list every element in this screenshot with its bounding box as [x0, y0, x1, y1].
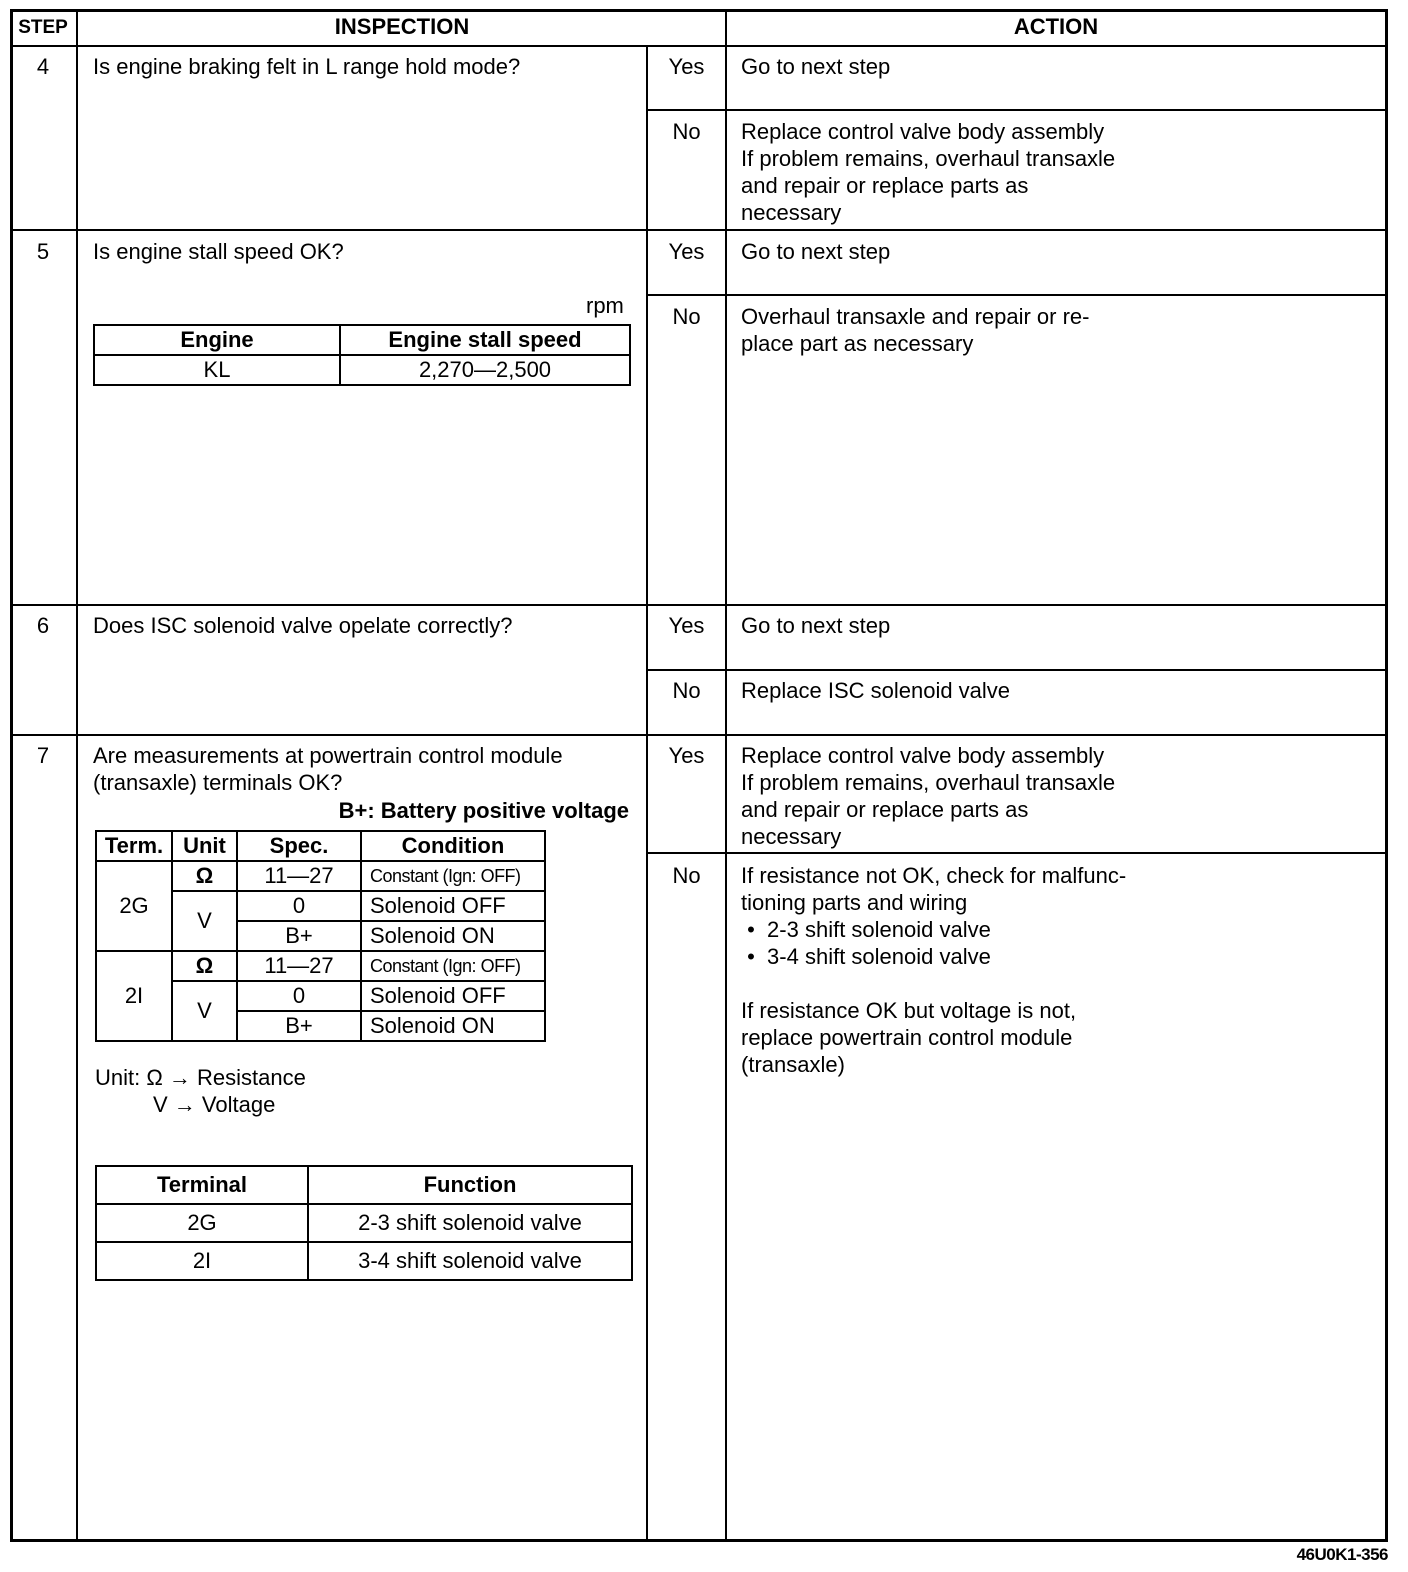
spec-cell: B+ — [237, 921, 361, 951]
table-header: Unit — [172, 831, 237, 861]
step-number: 5 — [36, 239, 50, 264]
action-line: place part as necessary — [741, 331, 974, 356]
action-line: Replace control valve body assembly — [741, 119, 1105, 144]
stall-speed-table — [93, 324, 631, 386]
yesno-divider — [646, 109, 1388, 111]
condition-cell: Constant (Ign: OFF) — [361, 861, 545, 891]
terminal-function-table — [95, 1165, 633, 1281]
legend-line: Unit: Ω → Resistance — [95, 1065, 306, 1090]
yes-action: Go to next step — [741, 239, 891, 264]
action-line: Replace control valve body assembly — [741, 743, 1105, 768]
bullet-text: 3-4 shift solenoid valve — [767, 944, 991, 969]
terminal-cell: 2G — [96, 861, 172, 951]
spec-cell: 11—27 — [237, 951, 361, 981]
table-cell: 2,270—2,500 — [340, 355, 630, 385]
action-line: If resistance OK but voltage is not, — [741, 998, 1077, 1023]
no-action — [741, 118, 1115, 226]
unit-cell: Ω — [172, 861, 237, 891]
header-inspection: INSPECTION — [334, 14, 470, 39]
inspection-question: Is engine braking felt in L range hold mode? — [93, 54, 521, 79]
yesno-divider — [646, 669, 1388, 671]
action-line: and repair or replace parts as — [741, 173, 1029, 198]
condition-cell: Solenoid ON — [361, 1011, 545, 1041]
inspection-question: Does ISC solenoid valve opelate correctly? — [93, 613, 513, 638]
condition-cell: Constant (Ign: OFF) — [361, 951, 545, 981]
no-action: Replace ISC solenoid valve — [741, 678, 1011, 703]
unit-label: rpm — [586, 293, 624, 318]
yes-label: Yes — [668, 239, 705, 264]
table-header: Engine — [94, 325, 340, 355]
condition-cell: Solenoid OFF — [361, 981, 545, 1011]
action-line: tioning parts and wiring — [741, 890, 968, 915]
table-cell: 2G — [96, 1204, 308, 1242]
yes-label: Yes — [668, 743, 705, 768]
action-line: and repair or replace parts as — [741, 797, 1029, 822]
table-header: Engine stall speed — [340, 325, 630, 355]
question-line: (transaxle) terminals OK? — [93, 770, 343, 795]
bullet-item — [741, 916, 1126, 943]
spec-cell: 11—27 — [237, 861, 361, 891]
table-border-top — [10, 9, 1388, 12]
measurement-table — [95, 830, 546, 1042]
bullet-item — [741, 943, 1126, 970]
action-line: (transaxle) — [741, 1052, 845, 1077]
col-divider-yesno — [646, 46, 648, 1542]
inspection-question — [93, 742, 563, 796]
no-action — [741, 862, 1126, 1078]
unit-cell: V — [172, 981, 237, 1041]
bullet-text: 2-3 shift solenoid valve — [767, 917, 991, 942]
yes-action — [741, 742, 1115, 850]
question-line: Are measurements at powertrain control module — [93, 743, 563, 768]
action-line: If resistance not OK, check for malfunc- — [741, 863, 1127, 888]
header-divider — [10, 45, 1388, 47]
bullet-list — [741, 916, 1126, 970]
no-label: No — [672, 863, 701, 888]
bullet-icon: • — [741, 917, 768, 942]
legend-line: V → Voltage — [153, 1092, 276, 1117]
terminal-cell: 2I — [96, 951, 172, 1041]
note-b-plus: B+: Battery positive voltage — [338, 798, 629, 823]
yes-action: Go to next step — [741, 54, 891, 79]
table-header: Function — [308, 1166, 632, 1204]
spec-cell: 0 — [237, 891, 361, 921]
action-line: If problem remains, overhaul transaxle — [741, 770, 1116, 795]
action-line: necessary — [741, 824, 842, 849]
row-divider — [10, 229, 1388, 231]
table-cell: 3-4 shift solenoid valve — [308, 1242, 632, 1280]
table-cell: KL — [94, 355, 340, 385]
col-divider-step — [76, 9, 78, 1542]
unit-legend — [95, 1064, 306, 1118]
unit-cell: Ω — [172, 951, 237, 981]
no-action — [741, 303, 1090, 357]
action-line: necessary — [741, 200, 842, 225]
no-label: No — [672, 304, 701, 329]
figure-code: 46U0K1-356 — [1296, 1545, 1388, 1564]
inspection-question: Is engine stall speed OK? — [93, 239, 344, 264]
header-step: STEP — [18, 17, 68, 38]
spec-cell: 0 — [237, 981, 361, 1011]
action-line: If problem remains, overhaul transaxle — [741, 146, 1116, 171]
yes-action: Go to next step — [741, 613, 891, 638]
condition-cell: Solenoid OFF — [361, 891, 545, 921]
table-header: Condition — [361, 831, 545, 861]
row-divider — [10, 734, 1388, 736]
unit-cell: V — [172, 891, 237, 951]
step-number: 4 — [36, 54, 50, 79]
bullet-icon: • — [741, 944, 768, 969]
table-cell: 2-3 shift solenoid valve — [308, 1204, 632, 1242]
table-header: Spec. — [237, 831, 361, 861]
table-border-right — [1385, 9, 1388, 1542]
yes-label: Yes — [668, 613, 705, 638]
no-label: No — [672, 119, 701, 144]
no-label: No — [672, 678, 701, 703]
table-header: Terminal — [96, 1166, 308, 1204]
condition-cell: Solenoid ON — [361, 921, 545, 951]
header-action: ACTION — [1013, 14, 1099, 39]
yesno-divider — [646, 294, 1388, 296]
yes-label: Yes — [668, 54, 705, 79]
table-border-bottom — [10, 1539, 1388, 1542]
action-line: replace powertrain control module — [741, 1025, 1073, 1050]
yesno-divider — [646, 852, 1388, 854]
spec-cell: B+ — [237, 1011, 361, 1041]
row-divider — [10, 604, 1388, 606]
col-divider-action — [725, 9, 727, 1542]
action-line: Overhaul transaxle and repair or re- — [741, 304, 1090, 329]
step-number: 7 — [36, 743, 50, 768]
table-cell: 2I — [96, 1242, 308, 1280]
table-header: Term. — [96, 831, 172, 861]
step-number: 6 — [36, 613, 50, 638]
